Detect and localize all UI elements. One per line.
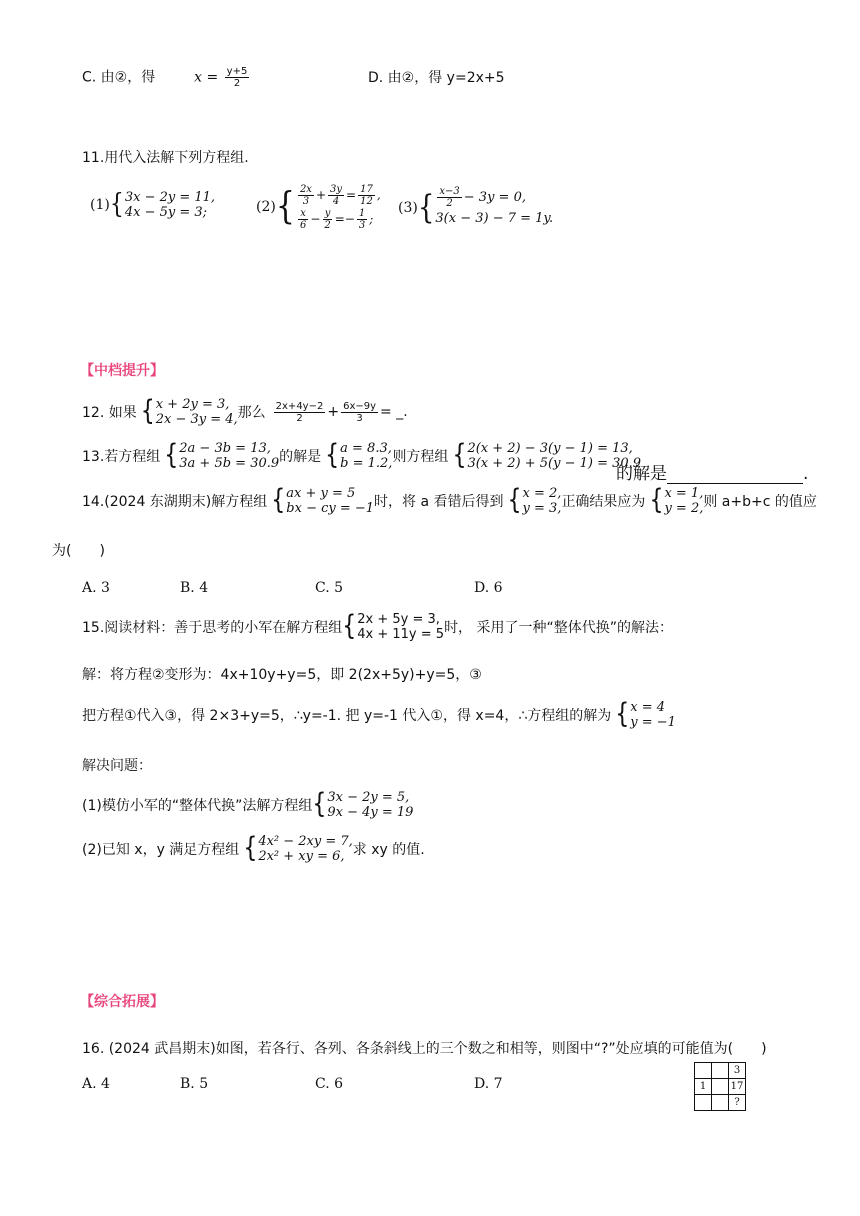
q15-solution-line1: 解：将方程②变形为：4x+10y+y=5，即 2(2x+5y)+y=5，③ [82, 667, 482, 683]
q12-brace: { [140, 395, 155, 427]
q13-end: . [803, 464, 809, 484]
q14-s3-eq2: y = 2, [664, 501, 704, 516]
q15-intro [82, 612, 673, 642]
q13-mid2: 则方程组 [392, 449, 449, 465]
q13-prefix: 13.若方程组 [82, 449, 161, 465]
q14-brace-2: { [507, 484, 522, 516]
grid-cell-0-0 [695, 1063, 712, 1079]
q11-part3 [398, 186, 553, 229]
q11-part3-eq1: $\frac{x-3}{2}$ − 3y = 0, [439, 186, 526, 209]
q13-mid1: 的解是 [279, 449, 322, 465]
q14-brace-1: { [271, 484, 286, 516]
q15-part1-brace: { [312, 788, 327, 820]
q15-part2-eq1: 4x² − 2xy = 7, [258, 834, 353, 849]
q16-option-c[interactable]: C. 6 [315, 1076, 344, 1092]
q14-brace-3: { [649, 484, 664, 516]
q14-s1-eq2: bx − cy = −1 [286, 501, 375, 516]
q13-answer [616, 459, 808, 484]
q14-option-b[interactable]: B. 4 [180, 580, 209, 596]
q13-brace-1: { [164, 439, 179, 471]
q15-part2-suffix: 求 xy 的值. [352, 842, 425, 858]
grid-cell-1-0: 1 [695, 1079, 712, 1095]
q13-s2-eq2: b = 1.2, [340, 456, 393, 471]
q15-prefix: 15.阅读材料：善于思考的小军在解方程组 [82, 620, 343, 636]
q14-line2: 为( ) [52, 543, 105, 559]
q14-option-a[interactable]: A. 3 [82, 580, 110, 596]
q11-part1-eq1: 3x − 2y = 11, [124, 190, 216, 205]
q11-part2-eq1: $\frac{2x}{3}$ + $\frac{3y}{4}$ = $\frac{17}{12}$ , [299, 184, 381, 207]
grid-cell-2-2: ? [729, 1095, 746, 1111]
q15-part1-text: (1)模仿小军的“整体代换”法解方程组 [82, 798, 313, 814]
q15-part1 [82, 790, 413, 820]
q15-part2-eq2: 2x² + xy = 6, [258, 849, 345, 864]
q11-part3-brace: { [417, 188, 435, 227]
q13-s3-eq1: 2(x + 2) − 3(y − 1) = 13, [467, 441, 633, 456]
q11-part3-label: (3) [398, 199, 418, 216]
q11-part2-brace: { [275, 184, 295, 229]
q14-s3-eq1: x = 1, [664, 486, 704, 501]
q13-brace-3: { [452, 439, 467, 471]
q12-frac1-num: 2x+4y−2 [275, 400, 324, 412]
q15-part1-eq2: 9x − 4y = 19 [327, 805, 414, 820]
q13-s3-eq2: 3(x + 2) + 5(y − 1) = 30.9 [467, 456, 642, 471]
q14-prefix: 14.(2024 东湖期末)解方程组 [82, 494, 268, 510]
q14-option-d[interactable]: D. 6 [474, 580, 503, 596]
q14-mid1: 时，将 a 看错后得到 [374, 494, 504, 510]
q11-part1-eq2: 4x − 5y = 3; [124, 205, 208, 220]
section-mid-heading: 【中档提升】 [80, 363, 164, 379]
q12-frac2-num: 6x−9y [343, 400, 377, 412]
q14-s1-eq1: ax + y = 5 [286, 486, 356, 501]
q12-suffix: = _. [380, 404, 408, 420]
q10-option-c [82, 66, 251, 89]
q10-option-d [368, 67, 505, 87]
q12-eq2: 2x − 3y = 4, [155, 412, 238, 427]
q14-option-c[interactable]: C. 5 [315, 580, 344, 596]
q15-part2-text: (2)已知 x，y 满足方程组 [82, 842, 240, 858]
q15-result-brace: { [615, 698, 630, 730]
q11-title: 11.用代入法解下列方程组. [82, 150, 249, 166]
q15-s1-eq2: 4x + 11y = 5 [357, 627, 445, 642]
grid-cell-1-2: 17 [729, 1079, 746, 1095]
q13-answer-blank[interactable] [667, 469, 803, 484]
q15-part1-eq1: 3x − 2y = 5, [327, 790, 410, 805]
q15-sol2-text: 把方程①代入③，得 2×3+y=5，∴y=-1. 把 y=-1 代入①，得 x=4，∴方程组的解为 [82, 708, 612, 724]
q13-s2-eq1: a = 8.3, [340, 441, 392, 456]
q15-brace: { [342, 610, 357, 642]
q10-option-c-label: C. 由②，得 [82, 69, 156, 86]
q12-prefix: 12. 如果 [82, 405, 137, 421]
section-ext-heading: 【综合拓展】 [80, 994, 164, 1010]
q11-part1-label: (1) [90, 197, 110, 213]
q12: 12. 如果 { x + 2y = 3, 2x − 3y = 4, 那么 $\frac{2x+4y-2}{2}$ + $\frac{6x-9y}{3}$ = _. [82, 395, 408, 427]
q14 [82, 486, 817, 516]
q11-part1-brace: { [109, 188, 124, 220]
q15-s1-eq1: 2x + 5y = 3, [357, 612, 440, 627]
q16-option-a[interactable]: A. 4 [82, 1076, 110, 1092]
q14-mid2: 正确结果应为 [561, 494, 646, 510]
q15-part2-brace: { [243, 832, 258, 864]
grid-cell-1-1 [712, 1079, 729, 1095]
q15-result-eq2: y = −1 [630, 715, 676, 730]
q11-part2 [256, 183, 381, 231]
q11-part2-eq2: $\frac{x}{6}$ − $\frac{y}{2}$ =− $\frac{1}{3}$ ; [299, 208, 374, 231]
q13-s1-eq1: 2a − 3b = 13, [179, 441, 271, 456]
q10-option-c-expr: x = [194, 69, 219, 86]
q16-option-d[interactable]: D. 7 [474, 1076, 503, 1092]
q16-option-b[interactable]: B. 5 [180, 1076, 209, 1092]
q16-text: 16. (2024 武昌期末)如图，若各行、各列、各条斜线上的三个数之和相等，则图中“?”处应填的可能值为( ) [82, 1041, 767, 1057]
q15-solution-line2 [82, 700, 676, 730]
q13-s1-eq2: 3a + 5b = 30.9 [179, 456, 280, 471]
q13 [82, 441, 641, 471]
grid-cell-2-1 [712, 1095, 729, 1111]
q10-option-d-label: D. 由②，得 y=2x+5 [368, 70, 505, 86]
q15-task-heading: 解决问题： [82, 758, 152, 774]
q10-option-c-fraction: $\frac{y+5}{2}$ [226, 66, 248, 89]
grid-cell-2-0 [695, 1095, 712, 1111]
q15-suffix: 时， 采用了一种“整体代换”的解法： [444, 620, 674, 636]
q12-mid: 那么 [237, 405, 266, 421]
grid-cell-0-2: 3 [729, 1063, 746, 1079]
q14-s2-eq2: y = 3, [522, 501, 562, 516]
q14-suffix: 则 a+b+c 的值应 [703, 494, 817, 510]
grid-cell-0-1 [712, 1063, 729, 1079]
q14-s2-eq1: x = 2, [522, 486, 562, 501]
q15-part2 [82, 834, 425, 864]
q13-brace-2: { [325, 439, 340, 471]
q11-part3-eq2: 3(x − 3) − 7 = 1y. [435, 211, 554, 226]
q11-part1 [90, 190, 215, 220]
q13-suffix: 的解是 [616, 464, 667, 484]
q15-result-eq1: x = 4 [630, 700, 666, 715]
q12-eq1: x + 2y = 3, [155, 397, 230, 412]
q16-magic-square [694, 1062, 746, 1111]
q11-part2-label: (2) [256, 199, 276, 215]
